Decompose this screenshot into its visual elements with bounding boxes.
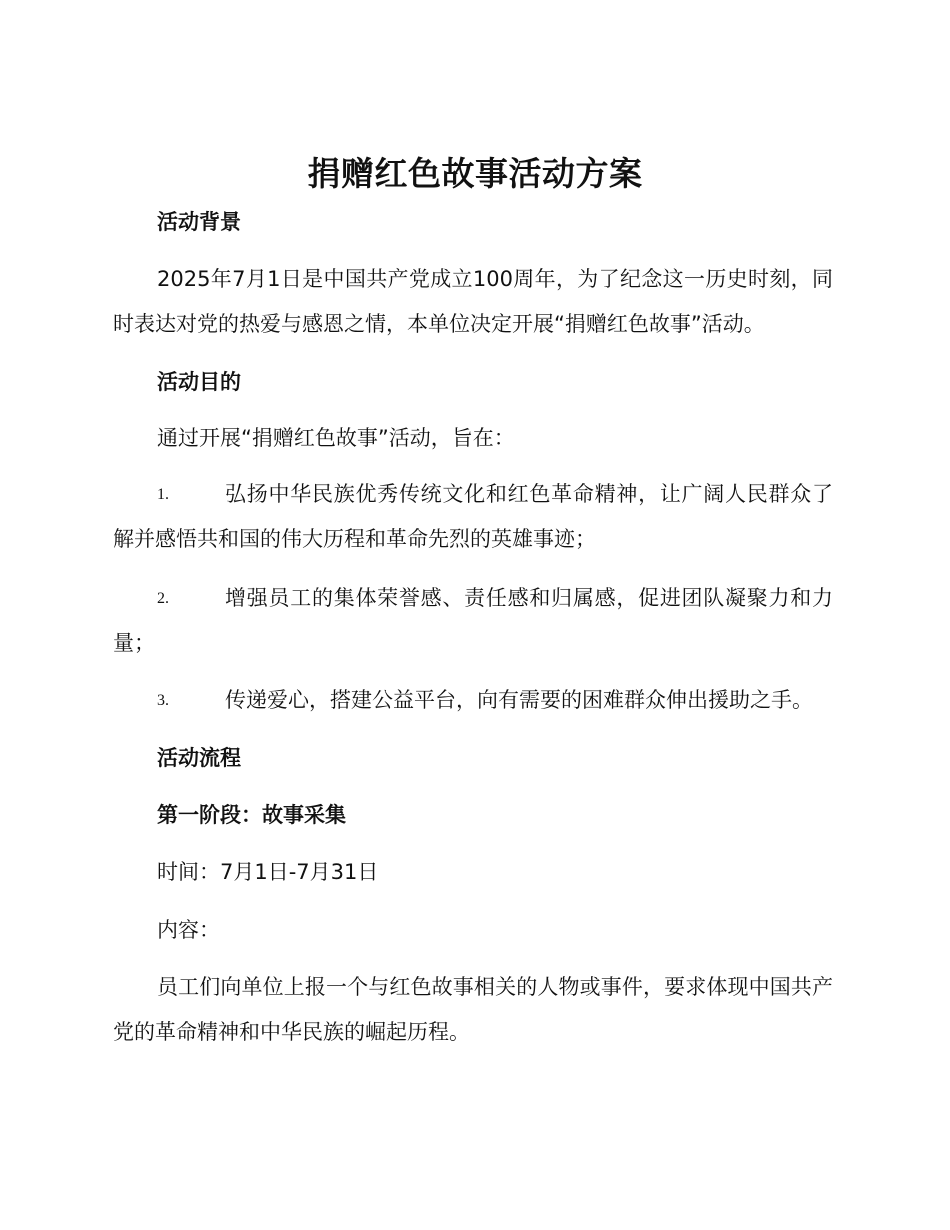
- purpose-list-item: [113, 576, 833, 666]
- list-item-text: 传递爱心，搭建公益平台，向有需要的困难群众伸出援助之手。: [225, 688, 813, 712]
- list-number: 1.: [157, 486, 169, 503]
- background-paragraph: 2025年7月1日是中国共产党成立100周年，为了纪念这一历史时刻，同时表达对党的热爱与感恩之情，本单位决定开展“捐赠红色故事”活动。: [113, 267, 833, 336]
- list-number: 2.: [157, 590, 169, 607]
- purpose-list-item: [113, 678, 833, 723]
- list-item-text: 弘扬中华民族优秀传统文化和红色革命精神，让广阔人民群众了解并感悟共和国的伟大历程和革命先烈的英雄事迹；: [113, 482, 833, 551]
- stage-one-time: 时间：7月1日-7月31日: [157, 860, 379, 884]
- document-title: 捐赠红色故事活动方案: [307, 154, 643, 193]
- list-item-text: 增强员工的集体荣誉感、责任感和归属感，促进团队凝聚力和力量；: [113, 586, 833, 655]
- stage-one-content-label: 内容：: [157, 918, 220, 942]
- list-number: 3.: [157, 692, 169, 709]
- section-heading-purpose: 活动目的: [157, 370, 241, 394]
- section-heading-process: 活动流程: [157, 746, 241, 770]
- purpose-intro: 通过开展“捐赠红色故事”活动，旨在：: [157, 426, 515, 450]
- stage-one-heading: 第一阶段：故事采集: [157, 803, 346, 827]
- section-heading-background: 活动背景: [157, 210, 241, 234]
- stage-one-content-paragraph: 员工们向单位上报一个与红色故事相关的人物或事件，要求体现中国共产党的革命精神和中华民族的崛起历程。: [113, 975, 833, 1044]
- purpose-list-item: [113, 472, 833, 562]
